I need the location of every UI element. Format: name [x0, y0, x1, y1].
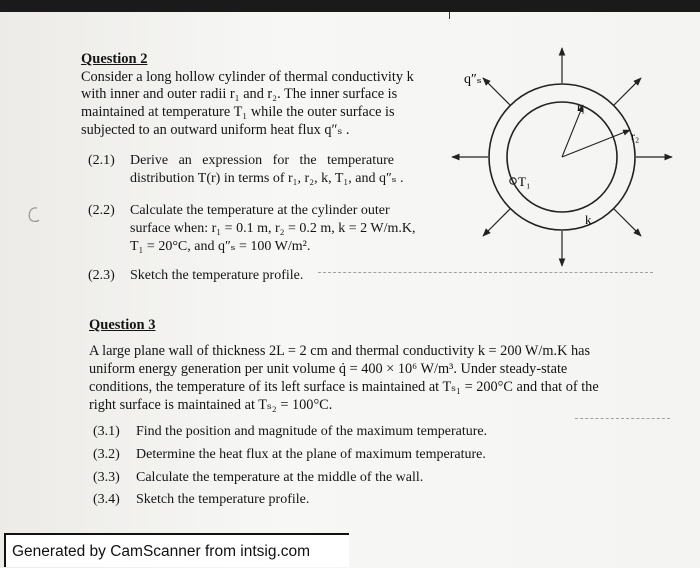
q2-text-line: subjected to an outward uniform heat flux q″ₛ . — [81, 122, 350, 138]
q2-item-number: (2.2) — [88, 203, 115, 218]
q2-text-line: Consider a long hollow cylinder of thermal conductivity k — [81, 69, 414, 85]
r1-label: r₁ — [577, 100, 586, 114]
q3-text-line: conditions, the temperature of its left surface is maintained at Tₛ₁ = 200°C and that of the — [89, 379, 599, 395]
q2-item-text: Calculate the temperature at the cylinder outer — [130, 203, 390, 218]
q2-text-line: with inner and outer radii r₁ and r₂. The inner surface is — [81, 86, 398, 102]
page-tick-mark — [449, 12, 450, 19]
camscanner-footer — [4, 533, 349, 567]
punch-hole-icon — [27, 206, 41, 223]
scanner-top-bar — [0, 0, 700, 12]
faint-dashed-rule — [575, 418, 670, 419]
hollow-cylinder-diagram — [450, 40, 700, 280]
q2-item-number: (2.3) — [88, 268, 115, 283]
r2-radius-arrow — [562, 130, 630, 157]
q2-item-text: distribution T(r) in terms of r₁, r₂, k, T₁, and q″ₛ . — [130, 171, 404, 186]
q2-item-text: T₁ = 20°C, and q″ₛ = 100 W/m². — [130, 239, 311, 254]
q2-item-text: Sketch the temperature profile. — [130, 268, 304, 283]
q3-item-text: Determine the heat flux at the plane of maximum temperature. — [136, 447, 486, 462]
q3-item-number: (3.2) — [93, 447, 120, 462]
t1-label: T₁ — [518, 174, 531, 189]
q3-item-number: (3.1) — [93, 424, 120, 439]
q3-text-line: uniform energy generation per unit volume q̇ = 400 × 10⁶ W/m³. Under steady-state — [89, 361, 568, 377]
k-label: k — [585, 212, 592, 227]
heat-flux-label: q″ₛ — [464, 72, 482, 87]
q3-item-number: (3.3) — [93, 470, 120, 485]
q3-item-number: (3.4) — [93, 492, 120, 507]
q2-item-text: surface when: r₁ = 0.1 m, r₂ = 0.2 m, k = 2 W/m.K, — [130, 221, 416, 236]
footer-text: Generated by CamScanner from intsig.com — [12, 543, 311, 560]
q3-text-line: A large plane wall of thickness 2L = 2 cm and thermal conductivity k = 200 W/m.K has — [89, 343, 591, 359]
q3-item-text: Find the position and magnitude of the maximum temperature. — [136, 424, 488, 439]
q3-item-text: Calculate the temperature at the middle of the wall. — [136, 470, 424, 485]
q3-text-line: right surface is maintained at Tₛ₂ = 100°C. — [89, 397, 333, 413]
q2-text-line: maintained at temperature T₁ while the outer surface is — [81, 104, 395, 120]
question-2-heading: Question 2 — [81, 51, 148, 67]
q3-item-text: Sketch the temperature profile. — [136, 492, 310, 507]
q2-item-number: (2.1) — [88, 153, 115, 168]
r2-label: r₂ — [631, 129, 640, 143]
question-3-heading: Question 3 — [89, 317, 156, 333]
q2-item-text: Derive an expression for the temperature — [130, 153, 394, 168]
